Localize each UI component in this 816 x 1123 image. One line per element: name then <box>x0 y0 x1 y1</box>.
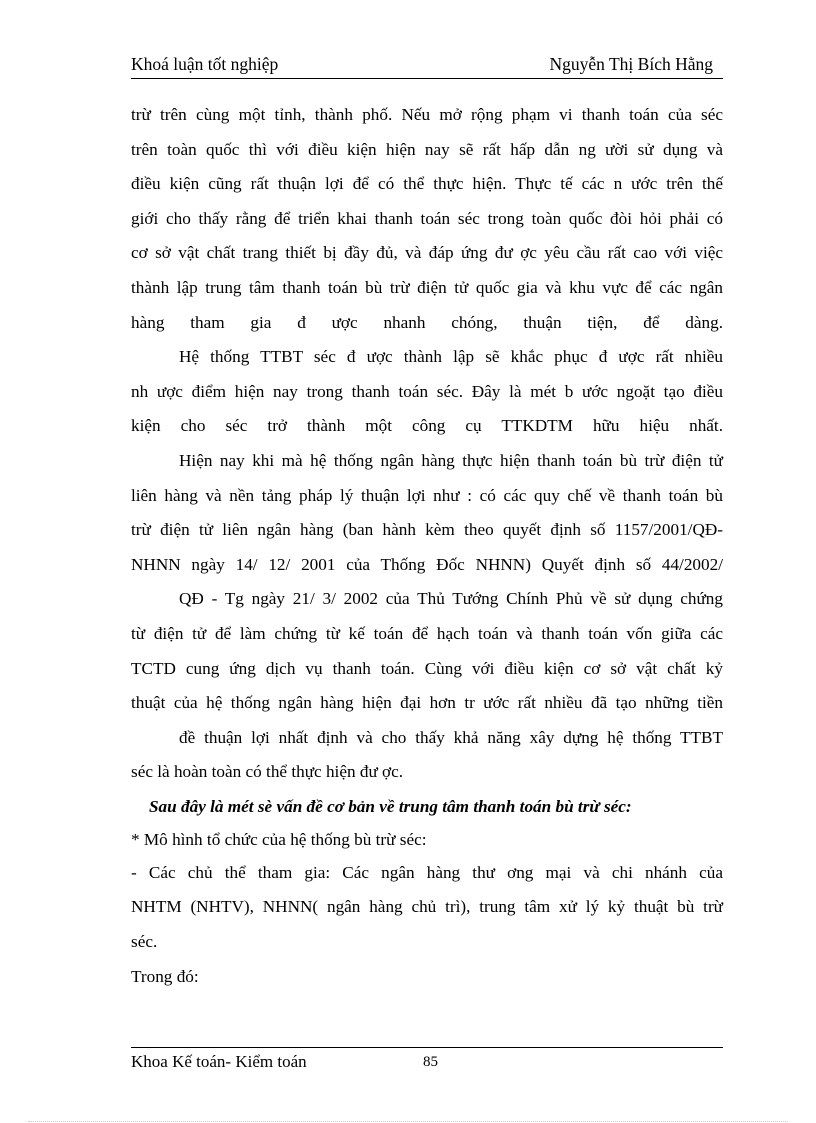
body-line: kiện cho séc trở thành một công cụ TTKDTM hữu hiệu nhất. <box>131 416 723 436</box>
page-number: 85 <box>423 1054 438 1070</box>
page-edge-divider <box>28 1121 788 1122</box>
body-line: điều kiện cũng rất thuận lợi để có thể thực hiện. Thực tế các n ước trên thế <box>131 174 723 194</box>
header-author-name: Nguyễn Thị Bích Hằng <box>549 54 713 74</box>
body-line: QĐ - Tg ngày 21/ 3/ 2002 của Thủ Tướng Chính Phủ về sử dụng chứng <box>179 589 723 609</box>
body-line: TCTD cung ứng dịch vụ thanh toán. Cùng với điều kiện cơ sở vật chất kỷ <box>131 658 723 678</box>
body-line: NHTM (NHTV), NHNN( ngân hàng chủ trì), trung tâm xử lý kỷ thuật bù trừ <box>131 897 723 917</box>
body-line: NHNN ngày 14/ 12/ 2001 của Thống Đốc NHNN) Quyết định số 44/2002/ <box>131 554 723 574</box>
body-line: cơ sở vật chất trang thiết bị đầy đủ, và đáp ứng đư ợc yêu cầu rất cao với việc <box>131 243 723 263</box>
body-line: trừ trên cùng một tỉnh, thành phố. Nếu mở rộng phạm vi thanh toán của séc <box>131 105 723 124</box>
body-line: liên hàng và nền tảng pháp lý thuận lợi như : có các quy chế về thanh toán bù <box>131 485 723 505</box>
body-line: từ điện tử để làm chứng từ kế toán để hạch toán và thanh toán vốn giữa các <box>131 623 723 643</box>
body-line: séc là hoàn toàn có thể thực hiện đư ợc. <box>131 762 404 782</box>
body-line: Hiện nay khi mà hệ thống ngân hàng thực hiện thanh toán bù trừ điện tử <box>179 450 723 470</box>
body-line: nh ược điểm hiện nay trong thanh toán séc. Đây là mét b ước ngoặt tạo điều <box>131 381 723 401</box>
body-line: thành lập trung tâm thanh toán bù trừ điện tử quốc gia và khu vực để các ngân <box>131 277 723 297</box>
body-line: trừ điện tử liên ngân hàng (ban hành kèm theo quyết định số 1157/2001/QĐ- <box>131 520 723 540</box>
body-line: * Mô hình tổ chức của hệ thống bù trừ séc: <box>131 829 427 849</box>
page-header <box>131 52 723 79</box>
document-body <box>131 98 723 994</box>
body-line: trên toàn quốc thì với điều kiện hiện nay sẽ rất hấp dẫn ng ười sử dụng và <box>131 139 723 159</box>
body-line: hàng tham gia đ ược nhanh chóng, thuận tiện, để dàng. <box>131 312 723 332</box>
header-thesis-label: Khoá luận tốt nghiệp <box>131 54 279 74</box>
body-line: thuật của hệ thống ngân hàng hiện đại hơn tr ước rất nhiều đã tạo những tiền <box>131 693 723 713</box>
body-line: Hệ thống TTBT séc đ ược thành lập sẽ khắc phục đ ược rất nhiều <box>179 347 723 367</box>
body-line: đề thuận lợi nhất định và cho thấy khả năng xây dựng hệ thống TTBT <box>179 727 723 747</box>
body-line: Trong đó: <box>131 966 199 986</box>
footer-department: Khoa Kế toán- Kiểm toán <box>131 1052 307 1071</box>
section-heading: Sau đây là mét sè vấn đề cơ bản về trung tâm thanh toán bù trừ séc: <box>149 796 632 816</box>
body-line: séc. <box>131 932 158 952</box>
page-footer <box>131 1047 723 1071</box>
body-line: giới cho thấy rằng để triển khai thanh toán séc trong toàn quốc đòi hỏi phải có <box>131 208 723 228</box>
body-line: - Các chủ thể tham gia: Các ngân hàng thư ơng mại và chi nhánh của <box>131 862 723 882</box>
